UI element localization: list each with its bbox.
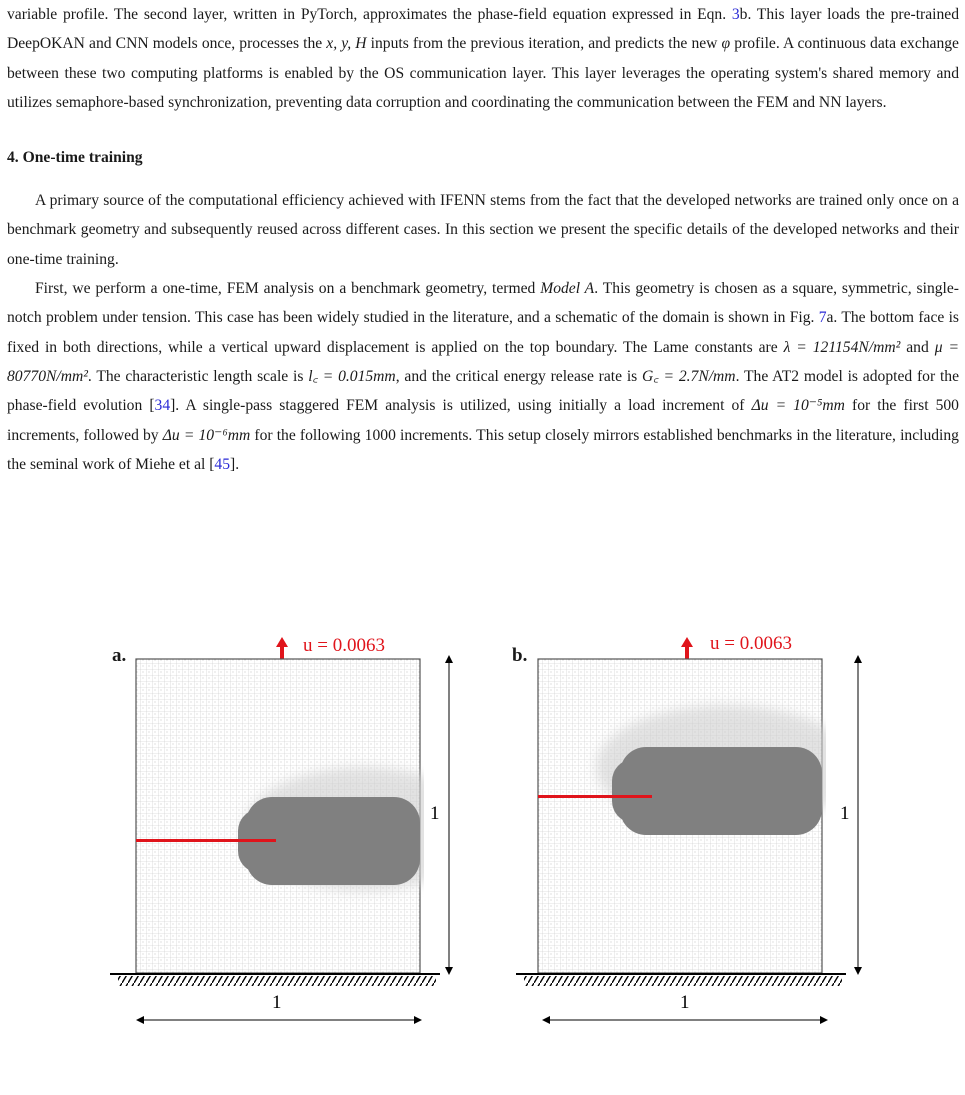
panel-b-fixed-support (516, 973, 846, 989)
panel-b-load-label: u = 0.0063 (710, 633, 792, 654)
fig-ref-link[interactable]: 7 (818, 309, 827, 327)
text-run: a. The bottom face is fixed in both directions, while a vertical upward displacement is applied on the top boundary. The Lame constants are (7, 309, 959, 356)
text-run: . This geometry is chosen as a square, symmetric, single-notch problem under tension. This case has been widely studied in the literature, and a schematic of the domain is shown in Fig. (7, 280, 960, 327)
text-run: ]. A single-pass staggered FEM analysis is utilized, using initially a load increment of (170, 397, 752, 415)
eq-ref-link[interactable]: 3 (731, 6, 740, 23)
panel-a-width-label: 1 (272, 992, 282, 1013)
figure-7 (0, 635, 965, 1095)
panel-a-fixed-support (110, 973, 440, 989)
panel-b-label: b. (512, 645, 528, 666)
panel-a-height-dim (442, 655, 456, 975)
text-run: , and the critical energy release rate is (395, 367, 643, 385)
math-lc: l꜀ = 0.015mm (308, 367, 396, 385)
citation-link[interactable]: 45 (214, 455, 231, 473)
panel-a-load-label: u = 0.0063 (303, 635, 385, 656)
math-du1: Δu = 10⁻⁵mm (751, 397, 845, 415)
panel-b-width-label: 1 (680, 992, 690, 1013)
math-mu: μ = 80770N/mm² (7, 338, 960, 385)
text-run: variable profile. The second layer, written in PyTorch, approximates the phase-field equation expressed in Eqn. (7, 6, 732, 23)
paragraph-intro (7, 0, 959, 117)
paragraph-training: A primary source of the computational efficiency achieved with IFENN stems from the fact that the developed networks are trained only once on a benchmark geometry and subsequently reused across different cases. In this section we present the specific details of the developed networks and their one-time training. (7, 192, 959, 268)
text-run: . The characteristic length scale is (87, 367, 309, 385)
math-vars: x, y, H (326, 35, 367, 53)
text-run: . The AT2 model is adopted for the phase-field evolution [ (7, 367, 959, 415)
math-phi: φ (721, 35, 731, 53)
panel-a-mesh (134, 657, 424, 977)
math-gc: G꜀ = 2.7N/mm (642, 367, 736, 385)
panel-a-height-label: 1 (430, 803, 440, 824)
text-run: for the first 500 increments, followed by (7, 397, 959, 444)
math-du2: Δu = 10⁻⁶mm (162, 426, 251, 444)
panel-b-width-dim (542, 1014, 828, 1026)
math-lambda: λ = 121154N/mm² (783, 338, 901, 356)
text-run: b. This layer loads the pre-trained DeepOKAN and CNN models once, processes the (7, 6, 959, 53)
citation-link[interactable]: 34 (154, 397, 171, 415)
panel-a-width-dim (136, 1014, 422, 1026)
text-run: First, we perform a one-time, FEM analysis on a benchmark geometry, termed (35, 280, 541, 298)
text-run: for the following 1000 increments. This setup closely mirrors established benchmarks in the literature, including the seminal work of Miehe et al [ (7, 426, 959, 473)
text-run: inputs from the previous iteration, and predicts the new (366, 35, 722, 53)
section-heading: 4. One-time training (7, 149, 143, 167)
panel-b-height-label: 1 (840, 803, 850, 824)
text-run: ]. (230, 455, 240, 473)
paragraph-model-a (7, 274, 959, 479)
text-run: profile. A continuous data exchange between these two computing platforms is enabled by the OS communication layer. This layer leverages the operating system's shared memory and utilizes semaphore-based synchronization, preventing data corruption and coordinating the communication between the FEM and NN layers. (7, 35, 959, 111)
text-run: and (900, 338, 935, 356)
panel-b-height-dim (851, 655, 865, 975)
panel-b-mesh (536, 657, 826, 977)
panel-a-label: a. (112, 645, 127, 666)
model-name: Model A (540, 280, 595, 298)
paper-page (7, 0, 959, 479)
